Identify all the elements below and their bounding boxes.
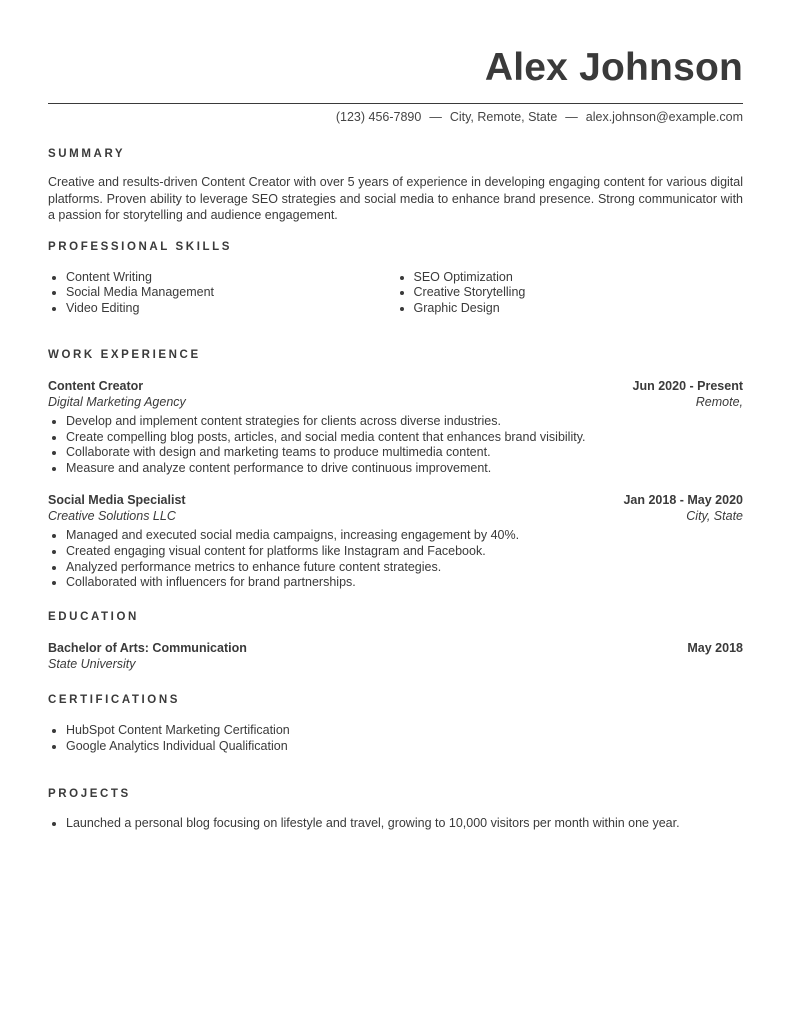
contact-separator: —: [429, 110, 442, 124]
certifications-list: [48, 723, 743, 755]
projects-list: [48, 816, 743, 832]
education-school: State University: [48, 657, 136, 672]
job-bullets: [48, 414, 743, 477]
experience-heading: WORK EXPERIENCE: [48, 348, 201, 361]
job-company: Creative Solutions LLC: [48, 509, 176, 524]
job-dates: Jan 2018 - May 2020: [623, 493, 743, 508]
job-entry: [48, 378, 743, 477]
job-company: Digital Marketing Agency: [48, 394, 186, 409]
projects-heading: PROJECTS: [48, 787, 131, 800]
contact-separator: —: [565, 110, 578, 124]
education-heading: EDUCATION: [48, 611, 139, 624]
skills-list-left: [48, 270, 396, 317]
job-bullet: • Managed and executed social media campaigns, increasing engagement by 40%.: [66, 528, 743, 544]
candidate-name: Alex Johnson: [484, 46, 743, 89]
job-bullet: • Collaborate with design and marketing teams to produce multimedia content.: [66, 445, 743, 461]
job-location: City, State: [686, 509, 743, 524]
certifications-heading: CERTIFICATIONS: [48, 694, 181, 707]
education-degree: Bachelor of Arts: Communication: [48, 641, 247, 656]
header-divider: [48, 103, 743, 104]
skill-item: • Social Media Management: [66, 285, 396, 301]
job-bullet: • Develop and implement content strategies for clients across diverse industries.: [66, 414, 743, 430]
job-location: Remote,: [695, 394, 743, 409]
summary-heading: SUMMARY: [48, 148, 126, 160]
summary-text: Creative and results-driven Content Creator with over 5 years of experience in developing engaging content for various digital platforms. Proven ability to leverage SEO strategies and social media to enhance brand presence. Strong communicator with a passion for storytelling and audience engagement.: [48, 175, 743, 222]
skill-item: • Video Editing: [66, 301, 396, 317]
certification-item: • HubSpot Content Marketing Certification: [66, 723, 743, 739]
job-bullet: • Create compelling blog posts, articles, and social media content that enhances brand visibility.: [66, 430, 743, 446]
education-entry: [48, 640, 743, 672]
contact-line: [48, 110, 743, 125]
contact-phone: (123) 456-7890: [335, 110, 422, 124]
skill-item: • Content Writing: [66, 270, 396, 286]
skill-item: • Graphic Design: [414, 301, 744, 317]
skill-item: • SEO Optimization: [414, 270, 744, 286]
job-role: Social Media Specialist: [48, 493, 186, 508]
skills-grid: [48, 270, 743, 317]
job-bullets: [48, 528, 743, 591]
job-bullet: • Collaborated with influencers for brand partnerships.: [66, 575, 743, 591]
job-role: Content Creator: [48, 378, 144, 393]
project-item: • Launched a personal blog focusing on lifestyle and travel, growing to 10,000 visitors per month within one year.: [66, 816, 743, 832]
job-bullet: • Measure and analyze content performance to drive continuous improvement.: [66, 461, 743, 477]
job-dates: Jun 2020 - Present: [632, 378, 743, 393]
contact-email: alex.johnson@example.com: [585, 110, 743, 124]
job-bullet: • Created engaging visual content for platforms like Instagram and Facebook.: [66, 544, 743, 560]
job-entry: [48, 492, 743, 591]
resume-page: [48, 0, 743, 832]
contact-location: City, Remote, State: [449, 110, 558, 124]
certification-item: • Google Analytics Individual Qualification: [66, 739, 743, 755]
skills-heading: PROFESSIONAL SKILLS: [48, 240, 233, 253]
education-date: May 2018: [687, 641, 743, 656]
job-bullet: • Analyzed performance metrics to enhance future content strategies.: [66, 560, 743, 576]
skill-item: • Creative Storytelling: [414, 285, 744, 301]
skills-list-right: [396, 270, 744, 317]
